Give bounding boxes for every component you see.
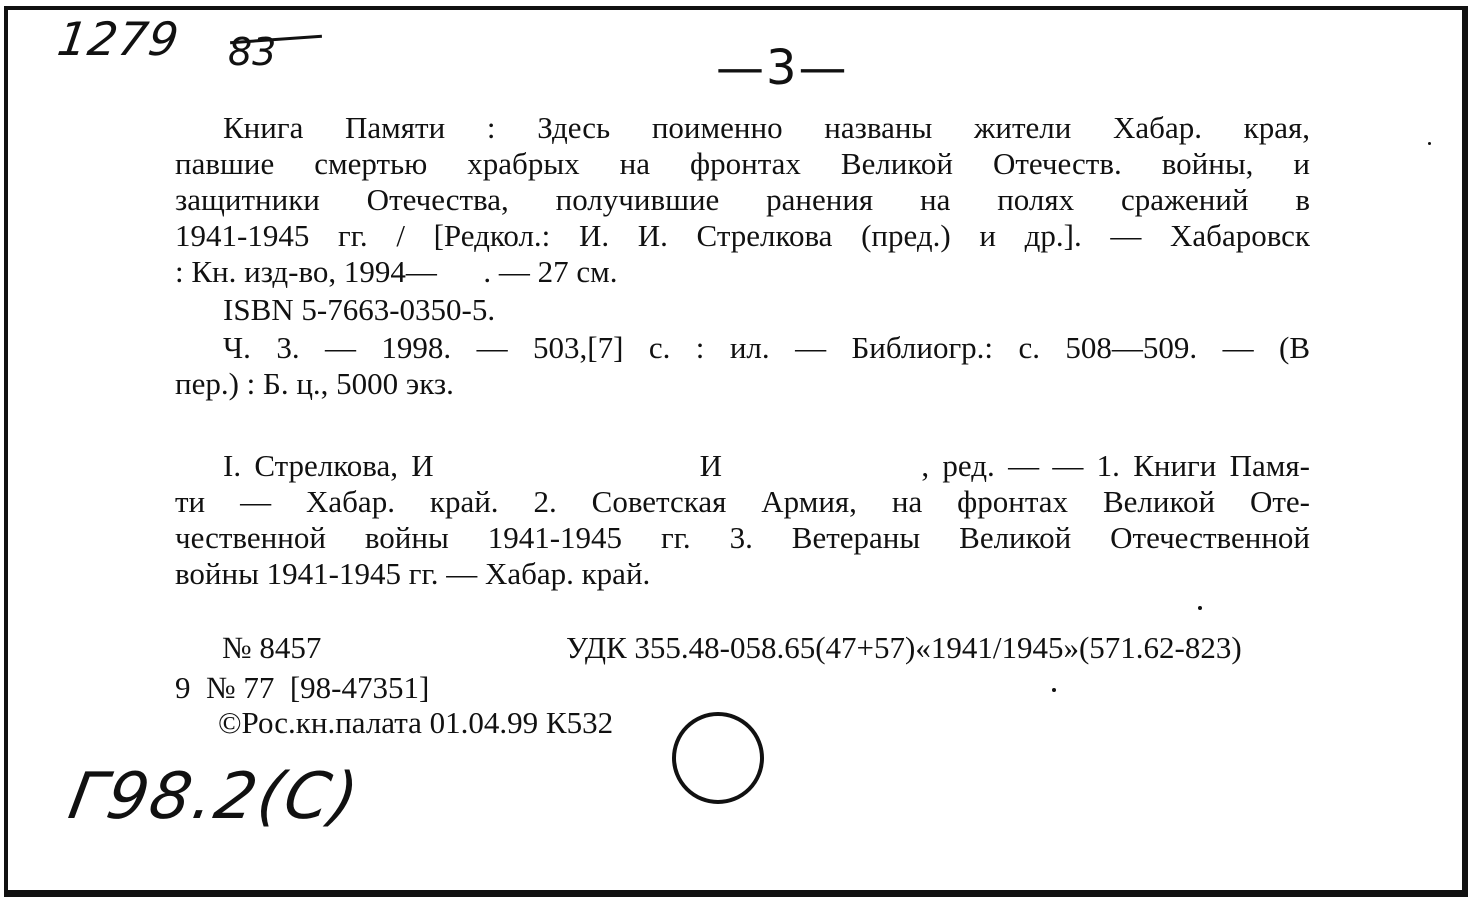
issue-line: 9 № 77 [98-47351] — [175, 670, 430, 705]
accession-number: 1279 — [54, 12, 183, 66]
tracing-line: войны 1941-1945 гг. — Хабар. край. — [175, 556, 651, 591]
main-entry-line: защитники Отечества, получившие ранения на полях сражений в — [175, 182, 1310, 217]
main-entry-line: : Кн. изд-во, 1994— . — 27 см. — [175, 254, 618, 289]
tracing-line: ти — Хабар. край. 2. Советская Армия, на фронтах Великой Оте- — [175, 484, 1310, 519]
classification-mark: Г98.2(С) — [63, 760, 366, 834]
speck — [1428, 142, 1431, 145]
tracing-line: чественной войны 1941-1945 гг. 3. Ветераны Великой Отечественной — [175, 520, 1310, 555]
isbn: ISBN 5-7663-0350-5. — [223, 292, 496, 327]
part-description — [175, 330, 1310, 402]
speck — [1198, 606, 1202, 610]
tracing-line: I. Стрелкова, И И , ред. — — 1. Книги Памя- — [223, 448, 1310, 483]
copyright-line: ©Рос.кн.палата 01.04.99 К532 — [218, 705, 614, 740]
part-line: пер.) : Б. ц., 5000 экз. — [175, 366, 454, 401]
main-entry-line: павшие смертью храбрых на фронтах Великой Отечеств. войны, и — [175, 146, 1310, 181]
speck — [1052, 688, 1056, 692]
main-entry-line: Книга Памяти : Здесь поименно названы жители Хабар. края, — [223, 110, 1310, 145]
part-line: Ч. 3. — 1998. — 503,[7] с. : ил. — Библиогр.: с. 508—509. — (В — [223, 330, 1310, 365]
accession-suffix: 83 — [228, 30, 277, 74]
udk-code: УДК 355.48-058.65(47+57)«1941/1945»(571.62-823) — [566, 630, 1242, 665]
punch-hole — [672, 712, 764, 804]
record-number: № 8457 — [222, 630, 322, 665]
page-number: —3— — [716, 40, 849, 96]
tracings — [175, 448, 1310, 592]
main-entry — [175, 110, 1310, 290]
main-entry-line: 1941-1945 гг. / [Редкол.: И. И. Стрелкова (пред.) и др.]. — Хабаровск — [175, 218, 1310, 253]
isbn-block — [175, 292, 1310, 328]
